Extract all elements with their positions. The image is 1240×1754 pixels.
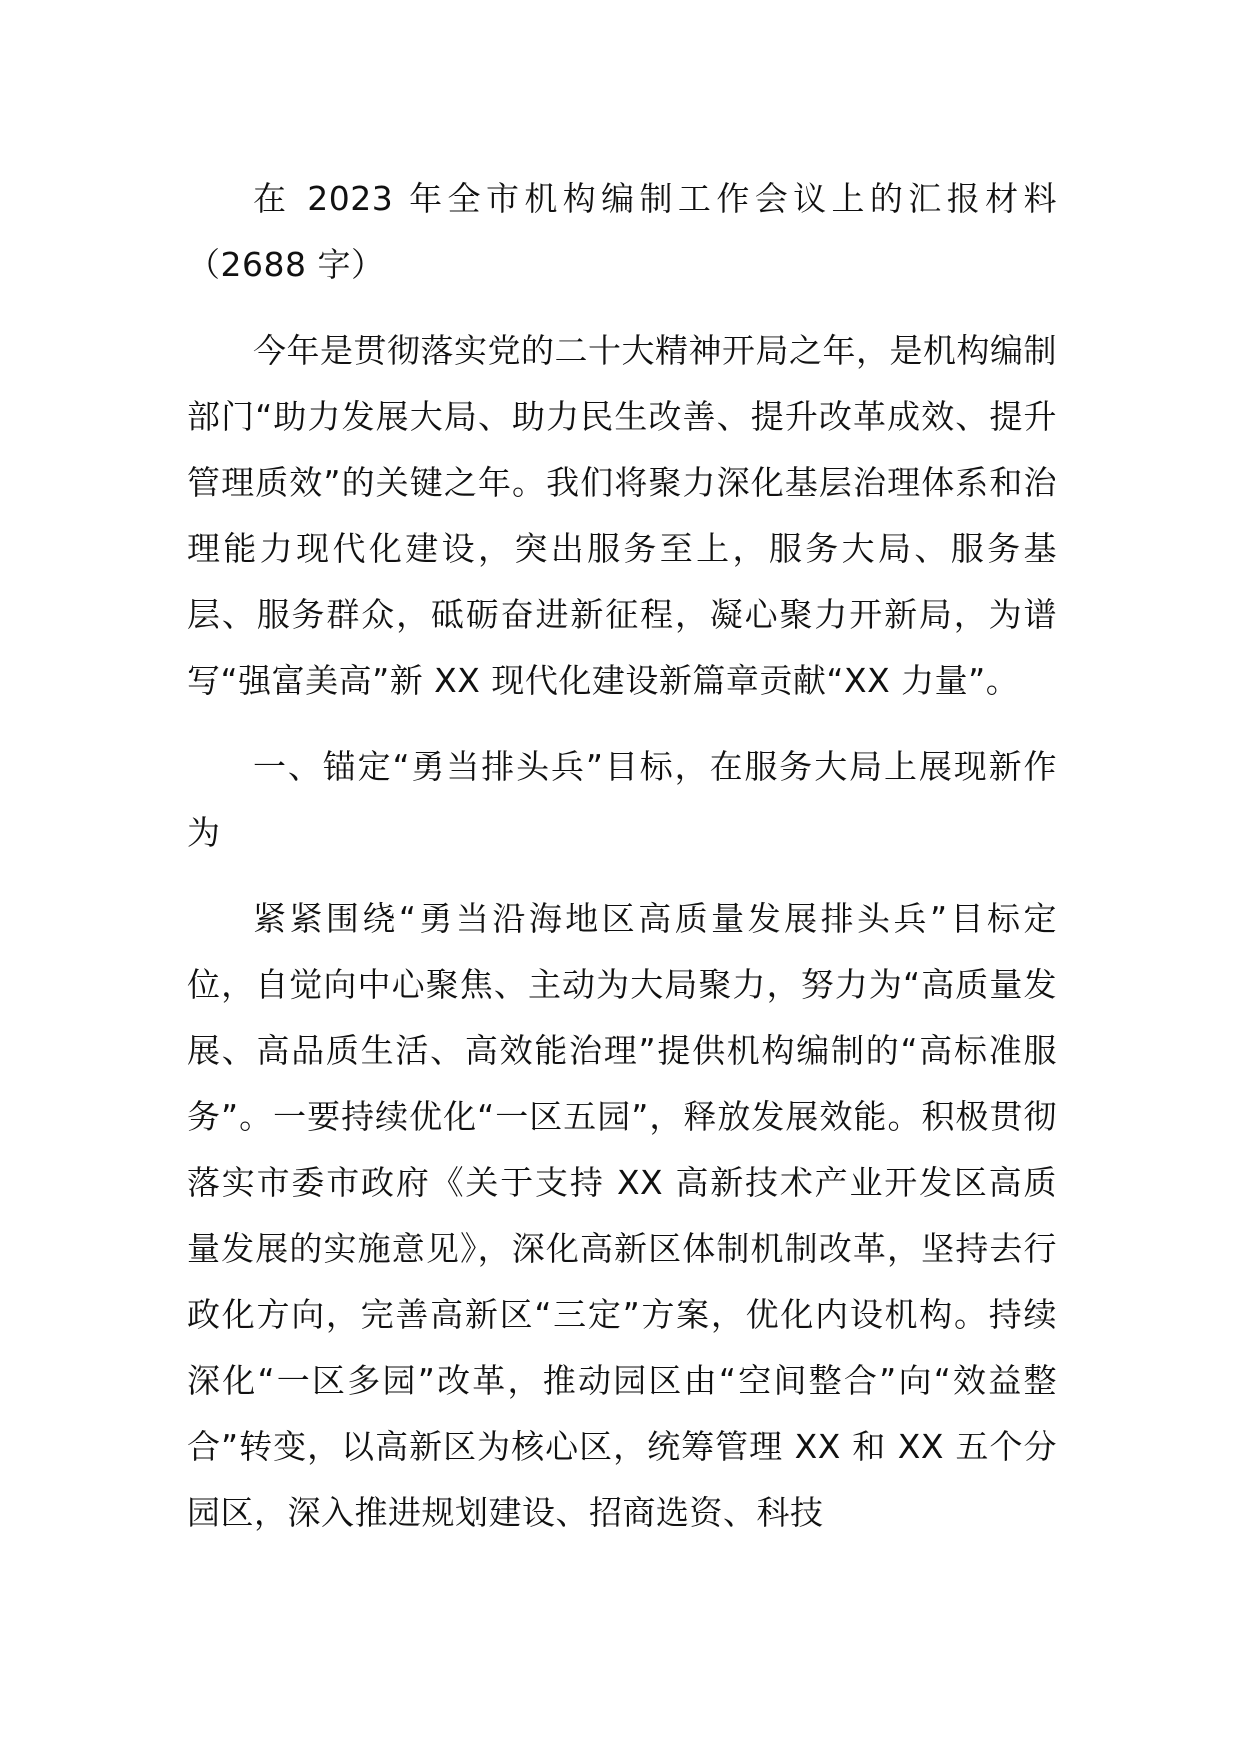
- document-body: [187, 166, 1057, 1566]
- paragraph-section-1: 紧紧围绕“勇当沿海地区高质量发展排头兵”目标定位，自觉向中心聚焦、主动为大局聚力，努力为“高质量发展、高品质生活、高效能治理”提供机构编制的“高标准服务”。一要持续优化“一区五园”，释放发展效能。积极贯彻落实市委市政府《关于支持 XX 高新技术产业开发区高质量发展的实施意见》，深化高新区体制机制改革，坚持去行政化方向，完善高新区“三定”方案，优化内设机构。持续深化“一区多园”改革，推动园区由“空间整合”向“效益整合”转变，以高新区为核心区，统筹管理 XX 和 XX 五个分园区，深入推进规划建设、招商选资、科技: [187, 899, 1057, 1532]
- document-title: 在 2023 年全市机构编制工作会议上的汇报材料（2688 字）: [187, 179, 1057, 284]
- paragraph-intro: 今年是贯彻落实党的二十大精神开局之年，是机构编制部门“助力发展大局、助力民生改善、提升改革成效、提升管理质效”的关键之年。我们将聚力深化基层治理体系和治理能力现代化建设，突出服务至上，服务大局、服务基层、服务群众，砥砺奋进新征程，凝心聚力开新局，为谱写“强富美高”新 XX 现代化建设新篇章贡献“XX 力量”。: [187, 331, 1057, 700]
- section-heading-1: 一、锚定“勇当排头兵”目标，在服务大局上展现新作为: [187, 747, 1057, 852]
